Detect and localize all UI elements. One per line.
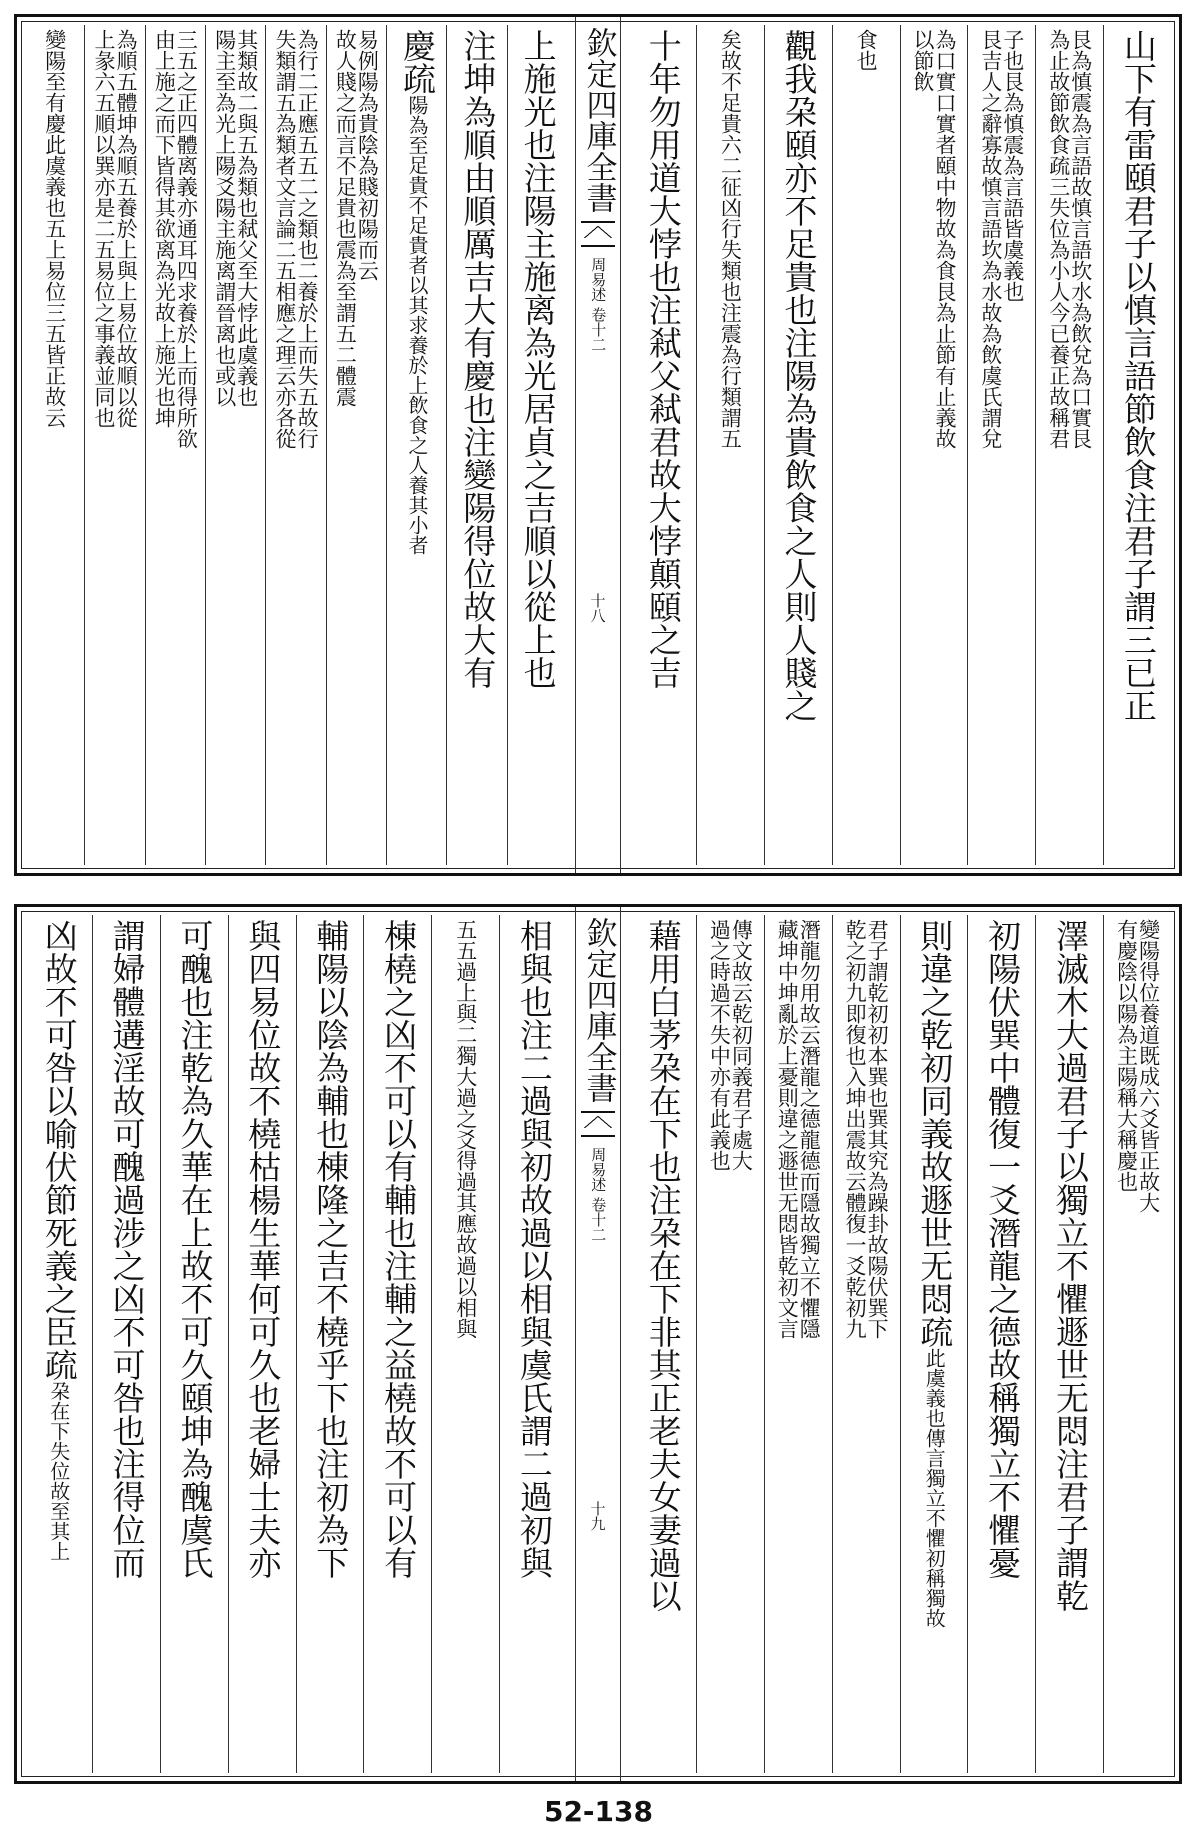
text-column xyxy=(900,915,968,1773)
text-column xyxy=(363,915,431,1773)
top-page-panel xyxy=(14,14,1182,876)
commentary-text: 變陽得位養道既成六爻皆正故大 有慶陰以陽為主陽稱大稱慶也 xyxy=(1114,919,1161,1213)
commentary-text: 為口實口實者頤中物故為食艮為止節有止義故 以節飲 xyxy=(910,29,957,449)
text-column xyxy=(629,915,696,1773)
commentary-text: 矣故不足貴六二征凶行失類也注震為行類謂五 xyxy=(718,29,743,449)
commentary-text: 為行二正應五五二之類也二養於上而失五故行 失類謂五為類者文言論二五相應之理云亦各從 xyxy=(273,29,320,449)
text-column xyxy=(205,25,265,865)
bottom-right-half xyxy=(621,907,1179,1781)
commentary-text: 五五過上與二獨大過之爻得過其應故過以相與 xyxy=(453,919,478,1339)
main-text: 上施光也注陽主施离為光居貞之吉順以從上也 xyxy=(518,29,558,689)
text-column xyxy=(499,915,567,1773)
text-column xyxy=(900,25,968,865)
commentary-text: 艮為慎震為言語故慎言語坎水為飲兌為口實艮 為止故節飲食疏三失位為小人今已養正故稱君 xyxy=(1046,29,1093,449)
text-column xyxy=(228,915,296,1773)
leaf-number: 十八 xyxy=(588,593,607,623)
text-column xyxy=(84,25,144,865)
book-title: 欽定四庫全書 xyxy=(580,27,617,213)
commentary-text: 其類故二與五為類也弒父至大悖此虞義也 陽主至為光上陽爻陽主施离謂晉离也或以 xyxy=(212,29,259,407)
main-text: 十年勿用道大悖也注弒父弒君故大悖顛頤之吉 xyxy=(643,29,683,689)
volume-label: 周易述 卷十二 xyxy=(589,1147,608,1242)
main-text: 與四易位故不橈枯楊生華何可久也老婦士夫亦 xyxy=(243,919,283,1579)
main-text: 棟橈之凶不可以有輔也注輔之益橈故不可以有 xyxy=(379,919,419,1579)
text-column xyxy=(764,25,832,865)
centre-strip xyxy=(575,907,621,1781)
text-column xyxy=(1035,915,1103,1773)
text-column xyxy=(1103,915,1171,1773)
text-column xyxy=(25,915,92,1773)
fishtail-mark-icon xyxy=(581,1111,615,1137)
commentary-text: 食也 xyxy=(854,29,879,71)
main-text: 注坤為順由順厲吉大有慶也注變陽得位故大有 xyxy=(458,29,498,689)
commentary-text: 變陽至有慶此虞義也五上易位三五皆正故云 xyxy=(42,29,67,428)
text-column xyxy=(265,25,325,865)
main-text: 澤滅木大過君子以獨立不懼遯世无悶注君子謂乾 xyxy=(1051,919,1090,1612)
mixed-text: 則違之乾初同義故遯世无悶疏此虞義也傳言獨立不懼初稱獨故 xyxy=(915,919,955,1628)
commentary-text: 易例陽為貴陰為賤初陽而云 故人賤之而言不足貴也震為至謂五二體震 xyxy=(333,29,380,407)
main-text: 輔陽以陰為輔也棟隆之吉不橈乎下也注初為下 xyxy=(311,919,351,1579)
commentary-text: 潛龍勿用故云潛龍之德龍德而隱故獨立不懼隱 藏坤中坤亂於上憂則違之遯世无悶皆乾初文言 xyxy=(775,919,822,1339)
main-text: 山下有雷頤君子以慎言語節飲食注君子謂三已正 xyxy=(1118,29,1158,722)
commentary-text: 君子謂乾初初本巽也巽其究為躁卦故陽伏巽下 乾之初九即復也入坤出震故云體復一爻乾初九 xyxy=(843,919,890,1339)
mixed-text: 凶故不可咎以喻伏節死義之臣疏朶在下失位故至其上 xyxy=(39,919,79,1561)
text-column xyxy=(145,25,205,865)
text-column xyxy=(326,25,386,865)
text-column xyxy=(832,25,900,865)
text-column xyxy=(446,25,506,865)
commentary-text: 傳文故云乾初同義君子處大 過之時過不失中亦有此義也 xyxy=(707,919,754,1171)
top-left-half xyxy=(17,17,575,873)
main-text: 相與也注二過與初故過以相與虞氏謂二過初與 xyxy=(514,919,554,1579)
commentary-text: 為順五體坤為順五養於上與上易位故順以從 上彖六五順以巽亦是二五易位之事義並同也 xyxy=(92,29,139,428)
centre-strip xyxy=(575,17,621,873)
main-text: 謂婦體遘淫故可醜過涉之凶不可咎也注得位而 xyxy=(107,919,147,1579)
mixed-text: 慶疏陽為至足貴不足貴者以其求養於上飲食之人養其小者 xyxy=(398,29,437,555)
leaf-number: 十九 xyxy=(588,1501,607,1531)
text-column xyxy=(1035,25,1103,865)
commentary-text: 三五之正四體离義亦通耳四求養於上而得所欲 由上施之而下皆得其欲离為光故上施光也坤 xyxy=(152,29,199,449)
bottom-left-half xyxy=(17,907,575,1781)
text-column xyxy=(25,25,84,865)
main-text: 觀我朶頤亦不足貴也注陽為貴飲食之人則人賤之 xyxy=(779,29,819,722)
main-text: 初陽伏巽中體復一爻潛龍之德故稱獨立不懼憂 xyxy=(983,919,1023,1579)
text-column xyxy=(629,25,696,865)
text-column xyxy=(696,25,764,865)
text-column xyxy=(507,25,567,865)
fishtail-mark-icon xyxy=(581,221,615,247)
text-column xyxy=(1103,25,1171,865)
bottom-page-panel xyxy=(14,904,1182,1784)
text-column xyxy=(696,915,764,1773)
commentary-text: 子也艮為慎震為言語皆虞義也 艮吉人之辭寡故慎言語坎為水故為飲虞氏謂兌 xyxy=(978,29,1025,449)
main-text: 藉用白茅朶在下也注朶在下非其正老夫女妻過以 xyxy=(643,919,683,1612)
text-column xyxy=(967,915,1035,1773)
main-text: 可醜也注乾為久華在上故不可久頤坤為醜虞氏 xyxy=(175,919,215,1579)
text-column xyxy=(967,25,1035,865)
text-column xyxy=(296,915,364,1773)
text-column xyxy=(764,915,832,1773)
page-number: 52-138 xyxy=(543,1795,654,1828)
text-column xyxy=(832,915,900,1773)
volume-label: 周易述 卷十二 xyxy=(589,257,608,352)
text-column xyxy=(160,915,228,1773)
book-title: 欽定四庫全書 xyxy=(580,917,617,1103)
text-column xyxy=(386,25,446,865)
text-column xyxy=(431,915,499,1773)
text-column xyxy=(92,915,160,1773)
top-right-half xyxy=(621,17,1179,873)
